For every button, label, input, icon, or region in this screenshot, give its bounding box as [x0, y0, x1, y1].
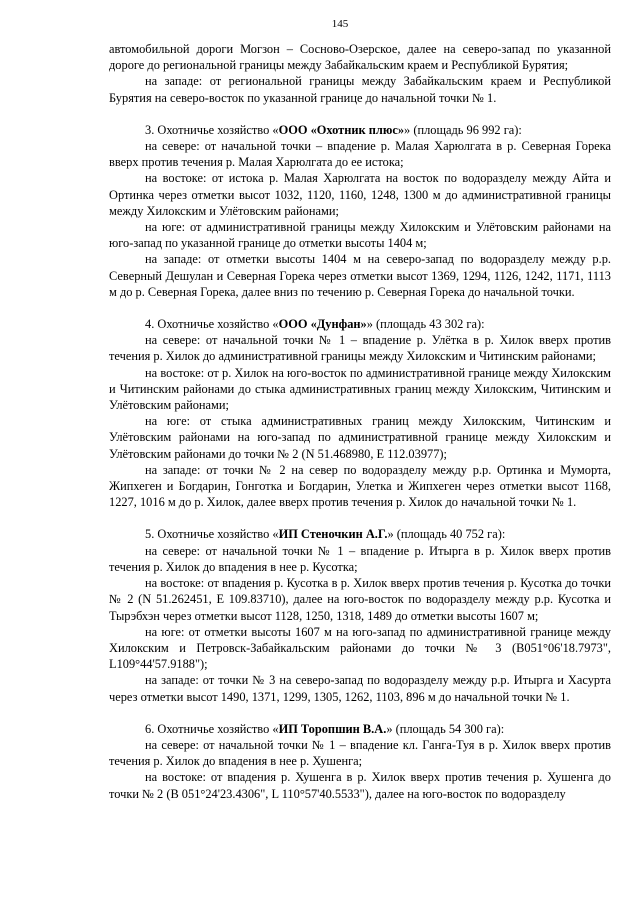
- paragraph: на юге: от административной границы между Хилокским и Улётовским районами на юго-запад по указанной границе до отметки высоты 1404 м;: [109, 220, 611, 251]
- paragraph: автомобильной дороги Могзон – Сосново-Озерское, далее на северо-запад по указанной дороге до региональной границы между Забайкальским краем и Республикой Бурятия;: [109, 42, 611, 73]
- paragraph: на юге: от стыка административных границ между Хилокским, Читинским и Улётовским районами на юго-запад по административной границе между Хилокским и Улётовским районами до точки № 2 (N 51.468980, E 112.03977);: [109, 414, 611, 461]
- section-5: [109, 526, 611, 704]
- page-number: 145: [331, 18, 349, 30]
- paragraph: на востоке: от впадения р. Кусотка в р. Хилок вверх против течения р. Кусотка до точки № 2 (N 51.262451, E 109.83710), далее на юго-восток по водоразделу между р.р. Кусотка и Тырэбхэн через отметки высот 1128, 1250, 1318, 1489 до отметки высоты 1607 м;: [109, 576, 611, 623]
- paragraph: на западе: от точки № 2 на север по водоразделу между р.р. Ортинка и Мумортa, Жипхеген и Богдарин, Гонготка и Богдарин, Улетка и Жипхеген через отметки высот 1168, 1227, 1016 м до р. Хилок, далее вверх против течения р. Хилок до начальной точки № 1.: [109, 462, 611, 510]
- paragraph: на севере: от начальной точки № 1 – впадение кл. Ганга-Туя в р. Хилок вверх против течения р. Хилок до впадения в нее р. Хушенга;: [109, 737, 611, 769]
- entity-name: ООО «Дунфан»: [278, 317, 367, 332]
- paragraph: на юге: от отметки высоты 1607 м на юго-запад по административной границе между Хилокским и Петровск-Забайкальским районами до точки № 3 (B051°06'18.7973", L109°44'57.9188");: [109, 624, 611, 672]
- paragraph: на востоке: от впадения р. Хушенга в р. Хилок вверх против течения р. Хушенга до точки № 2 (B 051°24'23.4306", L 110°57'40.5533"), далее на юго-восток по водоразделу: [109, 770, 611, 801]
- paragraph: на востоке: от истока р. Малая Харюлгата на восток по водоразделу между Айта и Ортинка через отметки высот 1032, 1120, 1160, 1248, 1300 м до административной границы между Хилокским и Улётовским районами;: [109, 171, 611, 218]
- paragraph: на западе: от региональной границы между Забайкальским краем и Республикой Бурятия на северо-восток по указанной границе до начальной точки № 1.: [109, 74, 611, 105]
- section-4: [109, 316, 611, 510]
- entity-name: ИП Торопшин В.А.: [278, 721, 387, 736]
- section-heading: 3. Охотничье хозяйство «ООО «Охотник плюс»» (площадь 96 992 га):: [145, 122, 522, 137]
- entity-name: ООО «Охотник плюс»: [278, 122, 405, 137]
- paragraph: на западе: от отметки высоты 1404 м на северо-запад по водоразделу между р.р. Северный Дешулан и Северная Горека через отметки высот 1369, 1294, 1126, 1242, 1171, 1113 м до р. Северная Горека, далее вниз по течению р. Северная Горека до начальной точки.: [109, 252, 611, 299]
- section-heading: 6. Охотничье хозяйство «ИП Торопшин В.А.» (площадь 54 300 га):: [145, 721, 505, 736]
- section-heading: 5. Охотничье хозяйство «ИП Стеночкин А.Г.» (площадь 40 752 га):: [145, 527, 506, 542]
- paragraph: на севере: от начальной точки № 1 – впадение р. Улётка в р. Хилок вверх против течения р. Хилок до административной границы между Хилокским и Читинским районами;: [109, 333, 611, 364]
- document-body: [109, 41, 611, 802]
- section-heading: 4. Охотничье хозяйство «ООО «Дунфан»» (площадь 43 302 га):: [145, 317, 485, 332]
- section-3: [109, 122, 611, 300]
- paragraph: на севере: от начальной точки № 1 – впадение р. Итырга в р. Хилок вверх против течения р. Хилок до впадения в нее р. Кусотка;: [109, 543, 611, 574]
- paragraph: на востоке: от р. Хилок на юго-восток по административной границе между Хилокским и Читинским районами до стыка административных границ между Хилокским, Читинским и Улётовским районами;: [109, 365, 611, 413]
- entity-name: ИП Стеночкин А.Г.: [278, 527, 388, 542]
- paragraph: на севере: от начальной точки – впадение р. Малая Харюлгата в р. Северная Горека вверх против течения р. Малая Харюлгата до ее истока;: [109, 139, 611, 170]
- section-6: [109, 721, 611, 802]
- paragraph: на западе: от точки № 3 на северо-запад по водоразделу между р.р. Итырга и Хасурта через отметки высот 1490, 1371, 1299, 1305, 1262, 1103, 896 м до начальной точки № 1.: [109, 673, 611, 704]
